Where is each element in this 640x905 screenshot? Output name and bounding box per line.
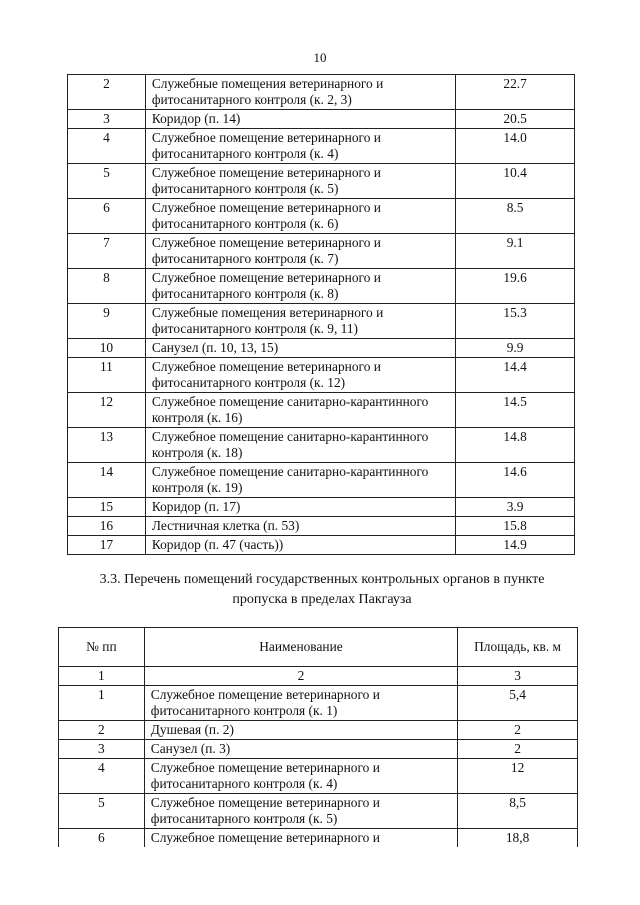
row-area: 12 [458,759,578,794]
row-area: 15.3 [456,304,575,339]
table-row [68,129,575,164]
row-name: Служебное помещение ветеринарного и фитосанитарного контроля (к. 4) [145,129,455,164]
table-header-row [59,628,578,667]
table-row [59,829,578,848]
row-area: 8.5 [456,199,575,234]
table-row [68,463,575,498]
column-number-2: 2 [144,667,457,686]
row-number: 12 [68,393,146,428]
row-name: Санузел (п. 10, 13, 15) [145,339,455,358]
rooms-table-pakgauz [58,627,578,847]
table-row [68,75,575,110]
row-name: Служебное помещение ветеринарного и фитосанитарного контроля (к. 8) [145,269,455,304]
row-area: 2 [458,740,578,759]
row-number: 6 [59,829,145,848]
row-area: 20.5 [456,110,575,129]
row-area: 14.0 [456,129,575,164]
row-number: 14 [68,463,146,498]
row-area: 9.9 [456,339,575,358]
row-number: 15 [68,498,146,517]
row-number: 17 [68,536,146,555]
row-area: 14.8 [456,428,575,463]
header-name: Наименование [144,628,457,667]
row-name: Служебное помещение санитарно-карантинного контроля (к. 19) [145,463,455,498]
table-row [68,339,575,358]
row-number: 11 [68,358,146,393]
row-name: Служебное помещение ветеринарного и [144,829,457,848]
table-row [68,498,575,517]
header-area: Площадь, кв. м [458,628,578,667]
row-number: 6 [68,199,146,234]
table-row [68,269,575,304]
row-name: Лестничная клетка (п. 53) [145,517,455,536]
row-number: 16 [68,517,146,536]
table-row [68,199,575,234]
row-name: Коридор (п. 47 (часть)) [145,536,455,555]
row-area: 14.6 [456,463,575,498]
row-name: Санузел (п. 3) [144,740,457,759]
row-number: 9 [68,304,146,339]
header-number: № пп [59,628,145,667]
table-row [68,304,575,339]
row-name: Служебные помещения ветеринарного и фитосанитарного контроля (к. 9, 11) [145,304,455,339]
row-number: 1 [59,686,145,721]
table-row [68,164,575,199]
table-row [68,536,575,555]
row-name: Душевая (п. 2) [144,721,457,740]
section-title: 3.3. Перечень помещений государственных контрольных органов в пункте пропуска в пределах Пакгауза [99,572,545,607]
row-area: 5,4 [458,686,578,721]
table-row [68,393,575,428]
row-name: Служебное помещение санитарно-карантинного контроля (к. 18) [145,428,455,463]
row-area: 9.1 [456,234,575,269]
row-number: 3 [68,110,146,129]
row-number: 5 [59,794,145,829]
row-area: 22.7 [456,75,575,110]
table-row [68,428,575,463]
table-row [68,517,575,536]
row-area: 18,8 [458,829,578,848]
row-number: 2 [68,75,146,110]
row-area: 10.4 [456,164,575,199]
row-area: 3.9 [456,498,575,517]
row-number: 10 [68,339,146,358]
row-number: 2 [59,721,145,740]
rooms-table-continued [67,74,575,555]
column-number-3: 3 [458,667,578,686]
row-name: Служебное помещение санитарно-карантинного контроля (к. 16) [145,393,455,428]
row-area: 19.6 [456,269,575,304]
table-row [68,110,575,129]
table-row [68,234,575,269]
row-area: 8,5 [458,794,578,829]
table-row [59,740,578,759]
table-row [59,686,578,721]
row-number: 3 [59,740,145,759]
table-row [68,358,575,393]
row-name: Служебное помещение ветеринарного и фитосанитарного контроля (к. 7) [145,234,455,269]
row-number: 4 [68,129,146,164]
row-name: Коридор (п. 14) [145,110,455,129]
row-name: Коридор (п. 17) [145,498,455,517]
table-row [59,721,578,740]
row-name: Служебные помещения ветеринарного и фитосанитарного контроля (к. 2, 3) [145,75,455,110]
row-name: Служебное помещение ветеринарного и фитосанитарного контроля (к. 6) [145,199,455,234]
row-name: Служебное помещение ветеринарного и фитосанитарного контроля (к. 5) [145,164,455,199]
column-number-1: 1 [59,667,145,686]
table-row [59,794,578,829]
table-row [59,759,578,794]
row-number: 5 [68,164,146,199]
row-name: Служебное помещение ветеринарного и фитосанитарного контроля (к. 12) [145,358,455,393]
row-area: 14.9 [456,536,575,555]
row-area: 2 [458,721,578,740]
row-area: 15.8 [456,517,575,536]
row-name: Служебное помещение ветеринарного и фитосанитарного контроля (к. 5) [144,794,457,829]
page-number: 10 [313,50,327,65]
row-number: 8 [68,269,146,304]
row-name: Служебное помещение ветеринарного и фитосанитарного контроля (к. 1) [144,686,457,721]
row-area: 14.4 [456,358,575,393]
row-name: Служебное помещение ветеринарного и фитосанитарного контроля (к. 4) [144,759,457,794]
row-area: 14.5 [456,393,575,428]
column-numbers-row [59,667,578,686]
row-number: 4 [59,759,145,794]
row-number: 13 [68,428,146,463]
row-number: 7 [68,234,146,269]
